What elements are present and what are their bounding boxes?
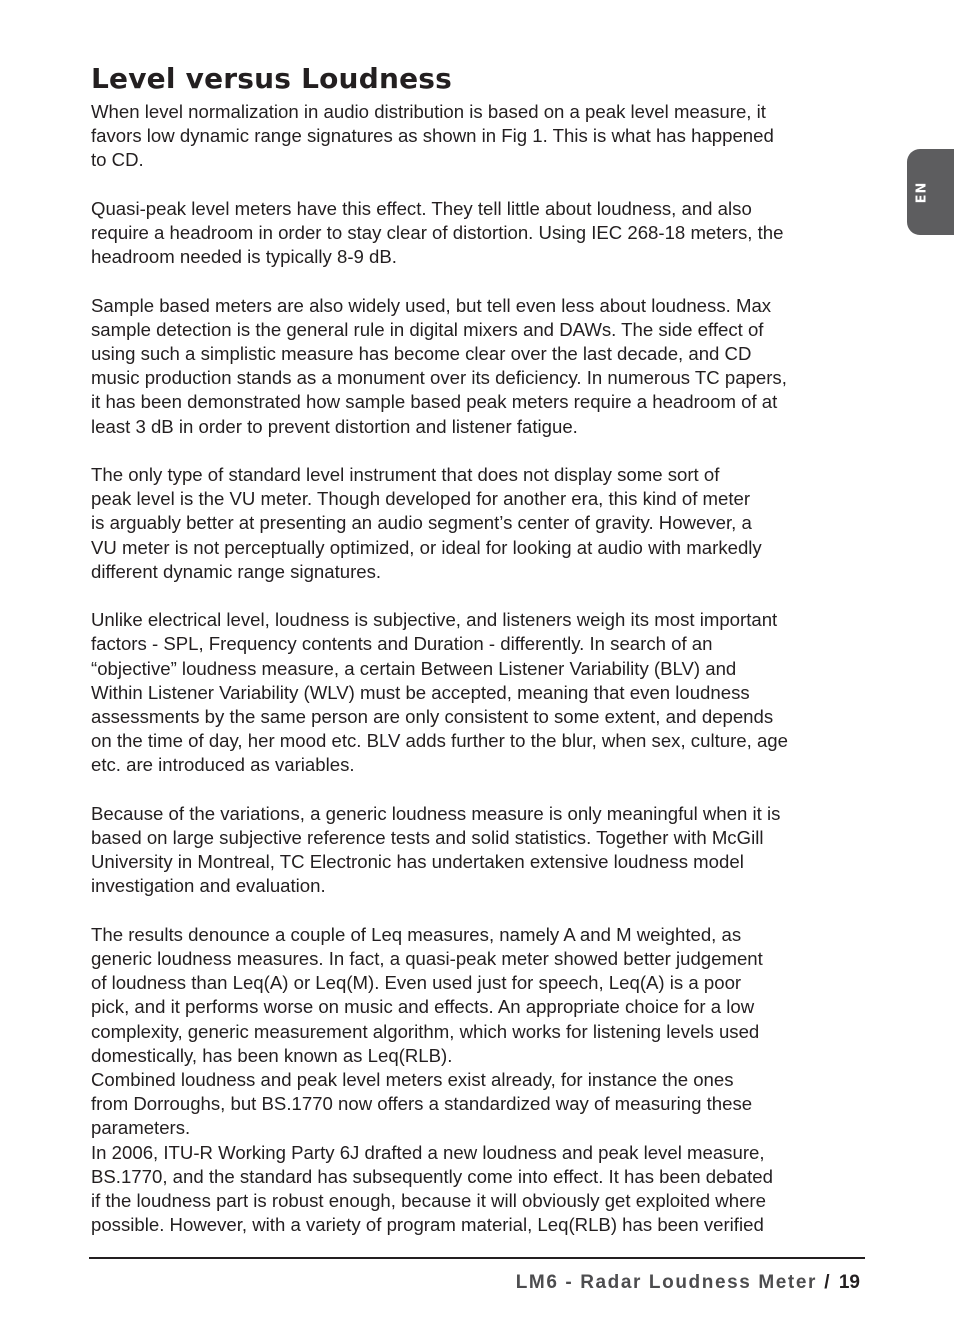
body-text	[91, 100, 881, 1237]
paragraph-combined-meters: Combined loudness and peak level meters exist already, for instance the ones from Dorroughs, but BS.1770 now offers a standardized way of measuring these parameters.	[91, 1069, 753, 1139]
page-footer	[516, 1272, 860, 1294]
paragraph-vu-meter: The only type of standard level instrument that does not display some sort of peak level is the VU meter. Though developed for another era, this kind of meter is arguably better at presenting an audio segment’s center of gravity. However, a VU meter is not perceptually optimized, or ideal for looking at audio with markedly different dynamic range signatures.	[91, 464, 762, 582]
footer-product-name: LM6 - Radar Loudness Meter	[515, 1272, 818, 1293]
paragraph-variations: Because of the variations, a generic loudness measure is only meaningful when it is based on large subjective reference tests and solid statistics. Together with McGill University in Montreal, TC Electronic has undertaken extensive loudness model investigation and evaluation.	[91, 802, 781, 897]
paragraph-leq-results: The results denounce a couple of Leq measures, namely A and M weighted, as generic loudness measures. In fact, a quasi-peak meter showed better judgement of loudness than Leq(A) or Leq(M). Even used just for speech, Leq(A) is a poor pick, and it performs worse on music and effects. An appropriate choice for a low complexity, generic measurement algorithm, which works for listening levels used domestically, has been known as Leq(RLB).	[91, 923, 763, 1066]
paragraph-quasi-peak-meters: Quasi-peak level meters have this effect. They tell little about loudness, and also require a headroom in order to stay clear of distortion. Using IEC 268-18 meters, the headroom needed is typically 8-9 dB.	[91, 197, 784, 268]
paragraph-sample-based-meters: Sample based meters are also widely used, but tell even less about loudness. Max sample detection is the general rule in digital mixers and DAWs. The side effect of using such a simplistic measure has become clear over the last decade, and CD music production stands as a monument over its deficiency. In numerous TC papers, it has been demonstrated how sample based peak meters require a headroom of at least 3 dB in order to prevent distortion and listener fatigue.	[91, 294, 787, 437]
paragraph-loudness-subjective: Unlike electrical level, loudness is subjective, and listeners weigh its most important factors - SPL, Frequency contents and Duration - differently. In search of an “objective” loudness measure, a certain Between Listener Variability (BLV) and Within Listener Variability (WLV) must be accepted, meaning that even loudness assessments by the same person are only consistent to some extent, and depends on the time of day, her mood etc. BLV adds further to the blur, when sex, culture, age etc. are introduced as variables.	[91, 609, 788, 776]
footer-divider	[89, 1257, 865, 1259]
language-tab-label	[907, 149, 937, 235]
language-code: EN	[914, 181, 930, 203]
paragraph-itu-bs1770: In 2006, ITU-R Working Party 6J drafted a new loudness and peak level measure, BS.1770, and the standard has subsequently come into effect. It has been debated if the loudness part is robust enough, because it will obviously get exploited where possible. However, with a variety of program material, Leq(RLB) has been verified	[91, 1141, 773, 1236]
page-title: Level versus Loudness	[91, 62, 452, 95]
paragraph-level-normalization: When level normalization in audio distribution is based on a peak level measure, it favors low dynamic range signatures as shown in Fig 1. This is what has happened to CD.	[91, 101, 774, 171]
page-number: 19	[838, 1272, 860, 1293]
footer-separator: /	[824, 1272, 830, 1293]
